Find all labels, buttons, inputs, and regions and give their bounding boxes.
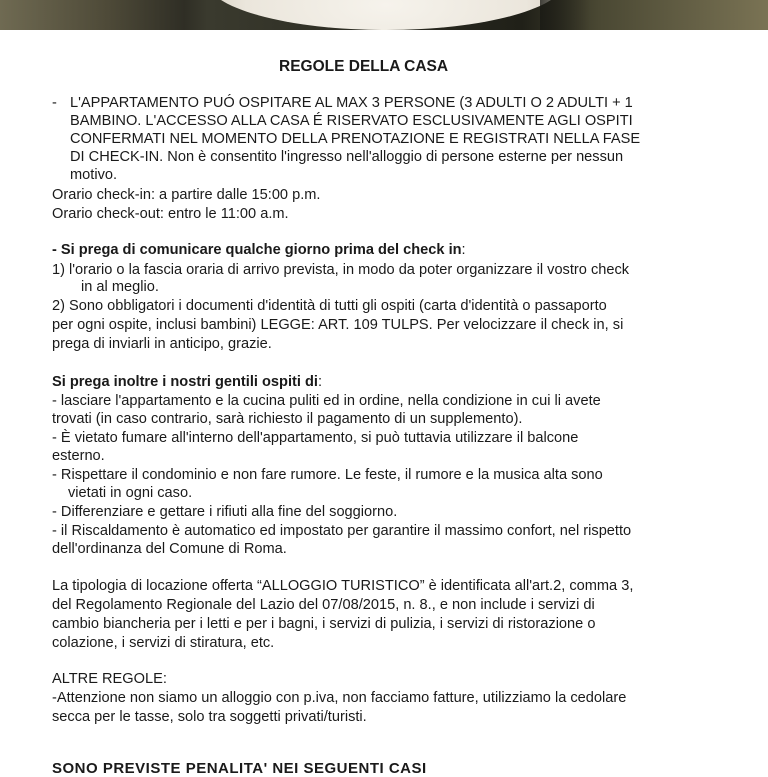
list-item: dell'ordinanza del Comune di Roma. — [52, 541, 287, 557]
rule-line: L'APPARTAMENTO PUÓ OSPITARE AL MAX 3 PERSONE (3 ADULTI O 2 ADULTI + 1 — [70, 95, 633, 111]
header-photo — [0, 0, 768, 30]
list-item: trovati (in caso contrario, sarà richiesto il pagamento di un supplemento). — [52, 411, 523, 427]
list-item: 2) Sono obbligatori i documenti d'identità di tutti gli ospiti (carta d'identità o passaporto — [52, 298, 607, 314]
list-item: per ogni ospite, inclusi bambini) LEGGE: ART. 109 TULPS. Per velocizzare il check in, si — [52, 317, 624, 333]
list-item: - Differenziare e gettare i rifiuti alla fine del soggiorno. — [52, 504, 398, 520]
list-item: - Rispettare il condominio e non fare rumore. Le feste, il rumore e la musica alta sono — [52, 467, 603, 483]
list-item: vietati in ogni caso. — [68, 485, 193, 501]
rule-line: CONFERMATI NEL MOMENTO DELLA PRENOTAZIONE E REGISTRATI NELLA FASE — [70, 131, 641, 147]
list-item: esterno. — [52, 448, 105, 464]
list-item: 1) l'orario o la fascia oraria di arrivo prevista, in modo da poter organizzare il vostro check — [52, 262, 630, 278]
document-title: REGOLE DELLA CASA — [279, 58, 449, 75]
checkout-time: Orario check-out: entro le 11:00 a.m. — [52, 206, 289, 222]
list-item: - lasciare l'appartamento e la cucina puliti ed in ordine, nella condizione in cui li avete — [52, 393, 601, 409]
section-heading: Si prega inoltre i nostri gentili ospiti di: — [52, 374, 323, 390]
checkin-time: Orario check-in: a partire dalle 15:00 p.m. — [52, 187, 321, 203]
paragraph-line: del Regolamento Regionale del Lazio del 07/08/2015, n. 8., e non include i servizi di — [52, 597, 595, 613]
bullet-dash: - — [52, 95, 57, 111]
list-item: prega di inviarli in anticipo, grazie. — [52, 336, 272, 352]
rule-line: motivo. — [70, 167, 118, 183]
list-item: in al meglio. — [81, 279, 159, 295]
paragraph-line: cambio biancheria per i letti e per i bagni, i servizi di pulizia, i servizi di ristorazione o — [52, 616, 596, 632]
white-flower-image — [206, 0, 566, 30]
paragraph-line: colazione, i servizi di stiratura, etc. — [52, 635, 275, 651]
section-heading: ALTRE REGOLE: — [52, 671, 167, 687]
photo-shadow — [540, 0, 590, 30]
paragraph-line: -Attenzione non siamo un alloggio con p.iva, non facciamo fatture, utilizziamo la cedolare — [52, 690, 627, 706]
section-heading: - Si prega di comunicare qualche giorno prima del check in: — [52, 242, 466, 258]
rule-line: BAMBINO. L'ACCESSO ALLA CASA É RISERVATO ESCLUSIVAMENTE AGLI OSPITI — [70, 113, 633, 129]
list-item: - È vietato fumare all'interno dell'appartamento, si può tuttavia utilizzare il balcone — [52, 430, 579, 446]
rule-line: DI CHECK-IN. Non è consentito l'ingresso nell'alloggio di persone esterne per nessun — [70, 149, 624, 165]
paragraph-line: secca per le tasse, solo tra soggetti privati/turisti. — [52, 709, 367, 725]
paragraph-line: La tipologia di locazione offerta “ALLOGGIO TURISTICO” è identificata all'art.2, comma 3, — [52, 578, 634, 594]
penalties-heading: SONO PREVISTE PENALITA' NEI SEGUENTI CASI — [52, 760, 427, 777]
list-item: - il Riscaldamento è automatico ed impostato per garantire il massimo confort, nel rispetto — [52, 523, 632, 539]
